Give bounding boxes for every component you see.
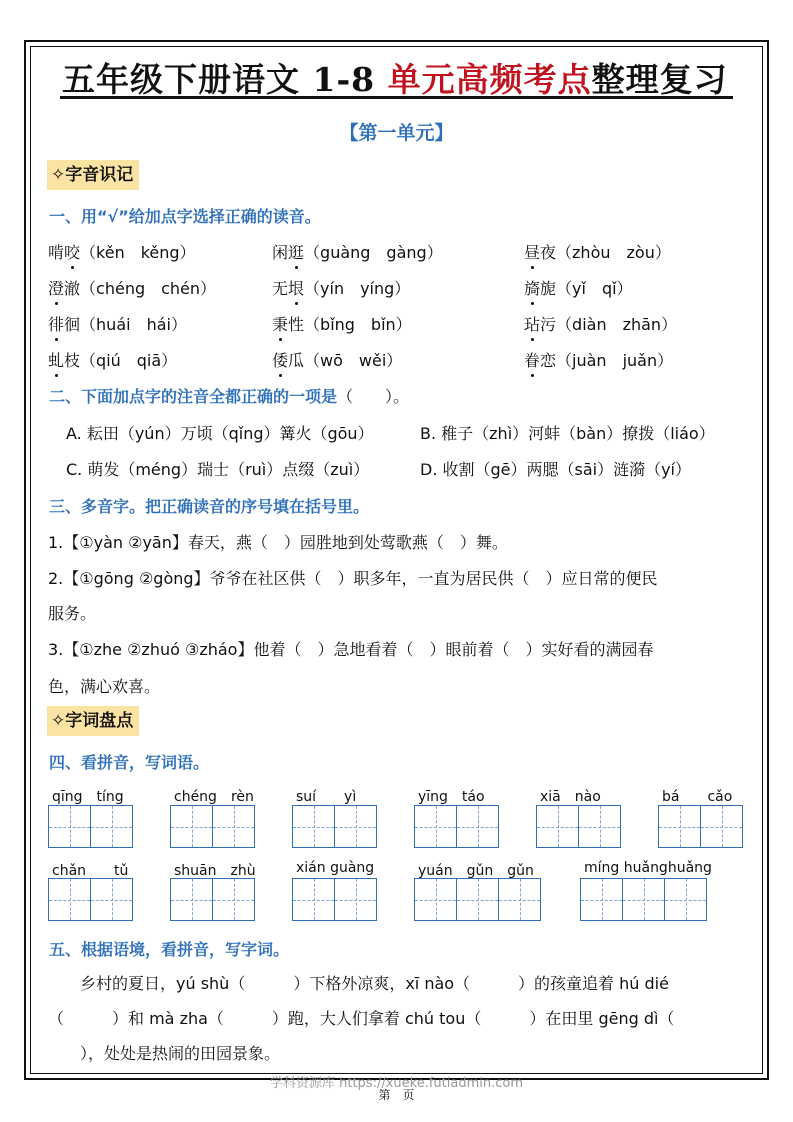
dotted-character: 倭 xyxy=(272,348,288,371)
dotted-character: 澄 xyxy=(48,276,64,299)
pinyin-choices: （wō wěi） xyxy=(304,351,403,370)
section-tag-vocabulary: ✧字词盘点 xyxy=(47,706,139,736)
writing-box[interactable] xyxy=(700,805,743,848)
pronunciation-item: 玷污（diàn zhān） xyxy=(524,312,677,335)
pinyin-choices: （huái hái） xyxy=(80,315,187,334)
pronunciation-item: 倭瓜（wō wěi） xyxy=(272,348,402,371)
pronunciation-item: 秉性（bǐng bǐn） xyxy=(272,312,412,335)
pinyin-label: suí yì xyxy=(296,789,357,805)
pinyin-choices: （diàn zhān） xyxy=(556,315,678,334)
question-2-answer-paren: （ ）。 xyxy=(337,387,410,406)
option-d: D. 收割（gē）两腮（sāi）涟漪（yí） xyxy=(420,460,691,479)
writing-box-group xyxy=(414,878,540,922)
section-tag-pronunciation: ✧字音识记 xyxy=(47,160,139,190)
writing-box-group xyxy=(536,805,620,849)
writing-box[interactable] xyxy=(90,878,133,921)
pinyin-choices: （juàn juǎn） xyxy=(556,351,674,370)
question-3-line-1: 1.【①yàn ②yān】春天，燕（ ）园胜地到处莺歌燕（ ）舞。 xyxy=(48,533,508,552)
writing-box[interactable] xyxy=(536,805,579,848)
writing-box[interactable] xyxy=(456,878,499,921)
title-part2: 单元高频考点 xyxy=(387,60,592,99)
pinyin-choices: （guàng gàng） xyxy=(304,243,443,262)
dotted-character: 玷 xyxy=(524,312,540,335)
pinyin-choices: （yǐ qǐ） xyxy=(556,279,633,298)
writing-box-group xyxy=(170,878,254,922)
pronunciation-item: 啃咬（kěn kěng） xyxy=(48,240,196,263)
writing-box-group xyxy=(48,805,132,849)
pinyin-choices: （yín yíng） xyxy=(304,279,411,298)
writing-box[interactable] xyxy=(498,878,541,921)
pronunciation-item: 无垠（yín yíng） xyxy=(272,276,410,299)
page-number: 第 页 xyxy=(378,1088,415,1102)
question-3-heading: 三、多音字。把正确读音的序号填在括号里。 xyxy=(49,497,370,516)
writing-box[interactable] xyxy=(658,805,701,848)
writing-box[interactable] xyxy=(170,805,213,848)
pinyin-choices: （zhòu zòu） xyxy=(556,243,671,262)
question-1-heading: 一、用“√”给加点字选择正确的读音。 xyxy=(49,207,321,226)
writing-box-group xyxy=(414,805,498,849)
dotted-character: 秉 xyxy=(272,312,288,335)
writing-box[interactable] xyxy=(414,878,457,921)
dotted-character: 虬 xyxy=(48,348,64,371)
question-2-heading xyxy=(49,384,409,407)
page-title xyxy=(62,54,732,98)
question-4-heading: 四、看拼音，写词语。 xyxy=(49,753,210,772)
writing-box[interactable] xyxy=(334,878,377,921)
writing-box[interactable] xyxy=(48,805,91,848)
question-5-line-1: 乡村的夏日，yú shù（ ）下格外凉爽，xī nào（ ）的孩童追着 hú dié xyxy=(48,974,669,993)
writing-box-group xyxy=(48,878,132,922)
question-2-heading-text: 二、下面加点字的注音全都正确的一项是 xyxy=(49,387,338,406)
pinyin-label: qīng tíng xyxy=(52,789,124,805)
option-a: A. 耘田（yún）万顷（qǐng）篝火（gōu） xyxy=(66,424,374,443)
pinyin-choices: （qiú qiā） xyxy=(80,351,178,370)
dotted-character: 眷 xyxy=(524,348,540,371)
pronunciation-item: 闲逛（guàng gàng） xyxy=(272,240,443,263)
writing-box-group xyxy=(170,805,254,849)
writing-box[interactable] xyxy=(292,805,335,848)
question-3-line-3-cont: 色，满心欢喜。 xyxy=(48,677,161,696)
writing-box[interactable] xyxy=(334,805,377,848)
pinyin-label: míng huǎnghuǎng xyxy=(584,860,712,876)
writing-box[interactable] xyxy=(456,805,499,848)
question-3-line-3: 3.【①zhe ②zhuó ③zháo】他着（ ）急地看着（ ）眼前着（ ）实好看的满园春 xyxy=(48,640,654,659)
title-part3: 整理复习 xyxy=(591,60,728,99)
dotted-character: 徘 xyxy=(48,312,64,335)
writing-box[interactable] xyxy=(212,878,255,921)
dotted-character: 垠 xyxy=(288,276,304,299)
writing-box-group xyxy=(292,805,376,849)
title-part1: 五年级下册语文 1-8 xyxy=(62,60,388,99)
pinyin-choices: （chéng chén） xyxy=(80,279,217,298)
writing-box-group xyxy=(292,878,376,922)
pinyin-label: yīng táo xyxy=(418,789,485,805)
writing-box[interactable] xyxy=(580,878,623,921)
pinyin-label: bá cǎo xyxy=(662,789,733,805)
writing-box[interactable] xyxy=(48,878,91,921)
question-5-line-3: ），处处是热闹的田园景象。 xyxy=(48,1044,281,1063)
question-3-line-2-cont: 服务。 xyxy=(48,604,97,623)
writing-box[interactable] xyxy=(212,805,255,848)
dotted-character: 旖 xyxy=(524,276,540,299)
pinyin-label: yuán gǔn gǔn xyxy=(418,863,534,879)
pronunciation-item: 眷恋（juàn juǎn） xyxy=(524,348,673,371)
pronunciation-item: 虬枝（qiú qiā） xyxy=(48,348,177,371)
writing-box[interactable] xyxy=(292,878,335,921)
question-5-heading: 五、根据语境，看拼音，写字词。 xyxy=(49,940,290,959)
pronunciation-item: 旖旎（yǐ qǐ） xyxy=(524,276,633,299)
writing-box-group xyxy=(658,805,742,849)
writing-box[interactable] xyxy=(414,805,457,848)
pinyin-label: chǎn tǔ xyxy=(52,863,129,879)
option-b: B. 稚子（zhì）河蚌（bàn）撩拨（liáo） xyxy=(420,424,715,443)
pinyin-label: xián guàng xyxy=(296,860,375,876)
writing-box[interactable] xyxy=(170,878,213,921)
pinyin-choices: （kěn kěng） xyxy=(80,243,196,262)
dotted-character: 咬 xyxy=(64,240,80,263)
title-underline xyxy=(60,96,733,99)
unit-title: 【第一单元】 xyxy=(339,122,454,144)
dotted-character: 昼 xyxy=(524,240,540,263)
dotted-character: 逛 xyxy=(288,240,304,263)
option-c: C. 萌发（méng）瑞士（ruì）点缀（zuì） xyxy=(66,460,370,479)
pinyin-label: shuān zhù xyxy=(174,863,256,879)
writing-box[interactable] xyxy=(90,805,133,848)
pronunciation-item: 昼夜（zhòu zòu） xyxy=(524,240,671,263)
pinyin-choices: （bǐng bǐn） xyxy=(304,315,412,334)
pronunciation-item: 徘徊（huái hái） xyxy=(48,312,187,335)
pinyin-label: chéng rèn xyxy=(174,789,254,805)
writing-box[interactable] xyxy=(578,805,621,848)
pronunciation-item: 澄澈（chéng chén） xyxy=(48,276,216,299)
pinyin-label: xiā nào xyxy=(540,789,601,805)
writing-box[interactable] xyxy=(664,878,707,921)
watermark: 学科资源库 https://xueke.futiadmin.com xyxy=(269,1076,523,1091)
question-3-line-2: 2.【①gōng ②gòng】爷爷在社区供（ ）职多年，一直为居民供（ ）应日常的便民 xyxy=(48,569,658,588)
question-5-line-2: （ ）和 mà zha（ ）跑，大人们拿着 chú tou（ ）在田里 gēng dì（ xyxy=(48,1009,675,1028)
writing-box-group xyxy=(580,878,706,922)
writing-box[interactable] xyxy=(622,878,665,921)
